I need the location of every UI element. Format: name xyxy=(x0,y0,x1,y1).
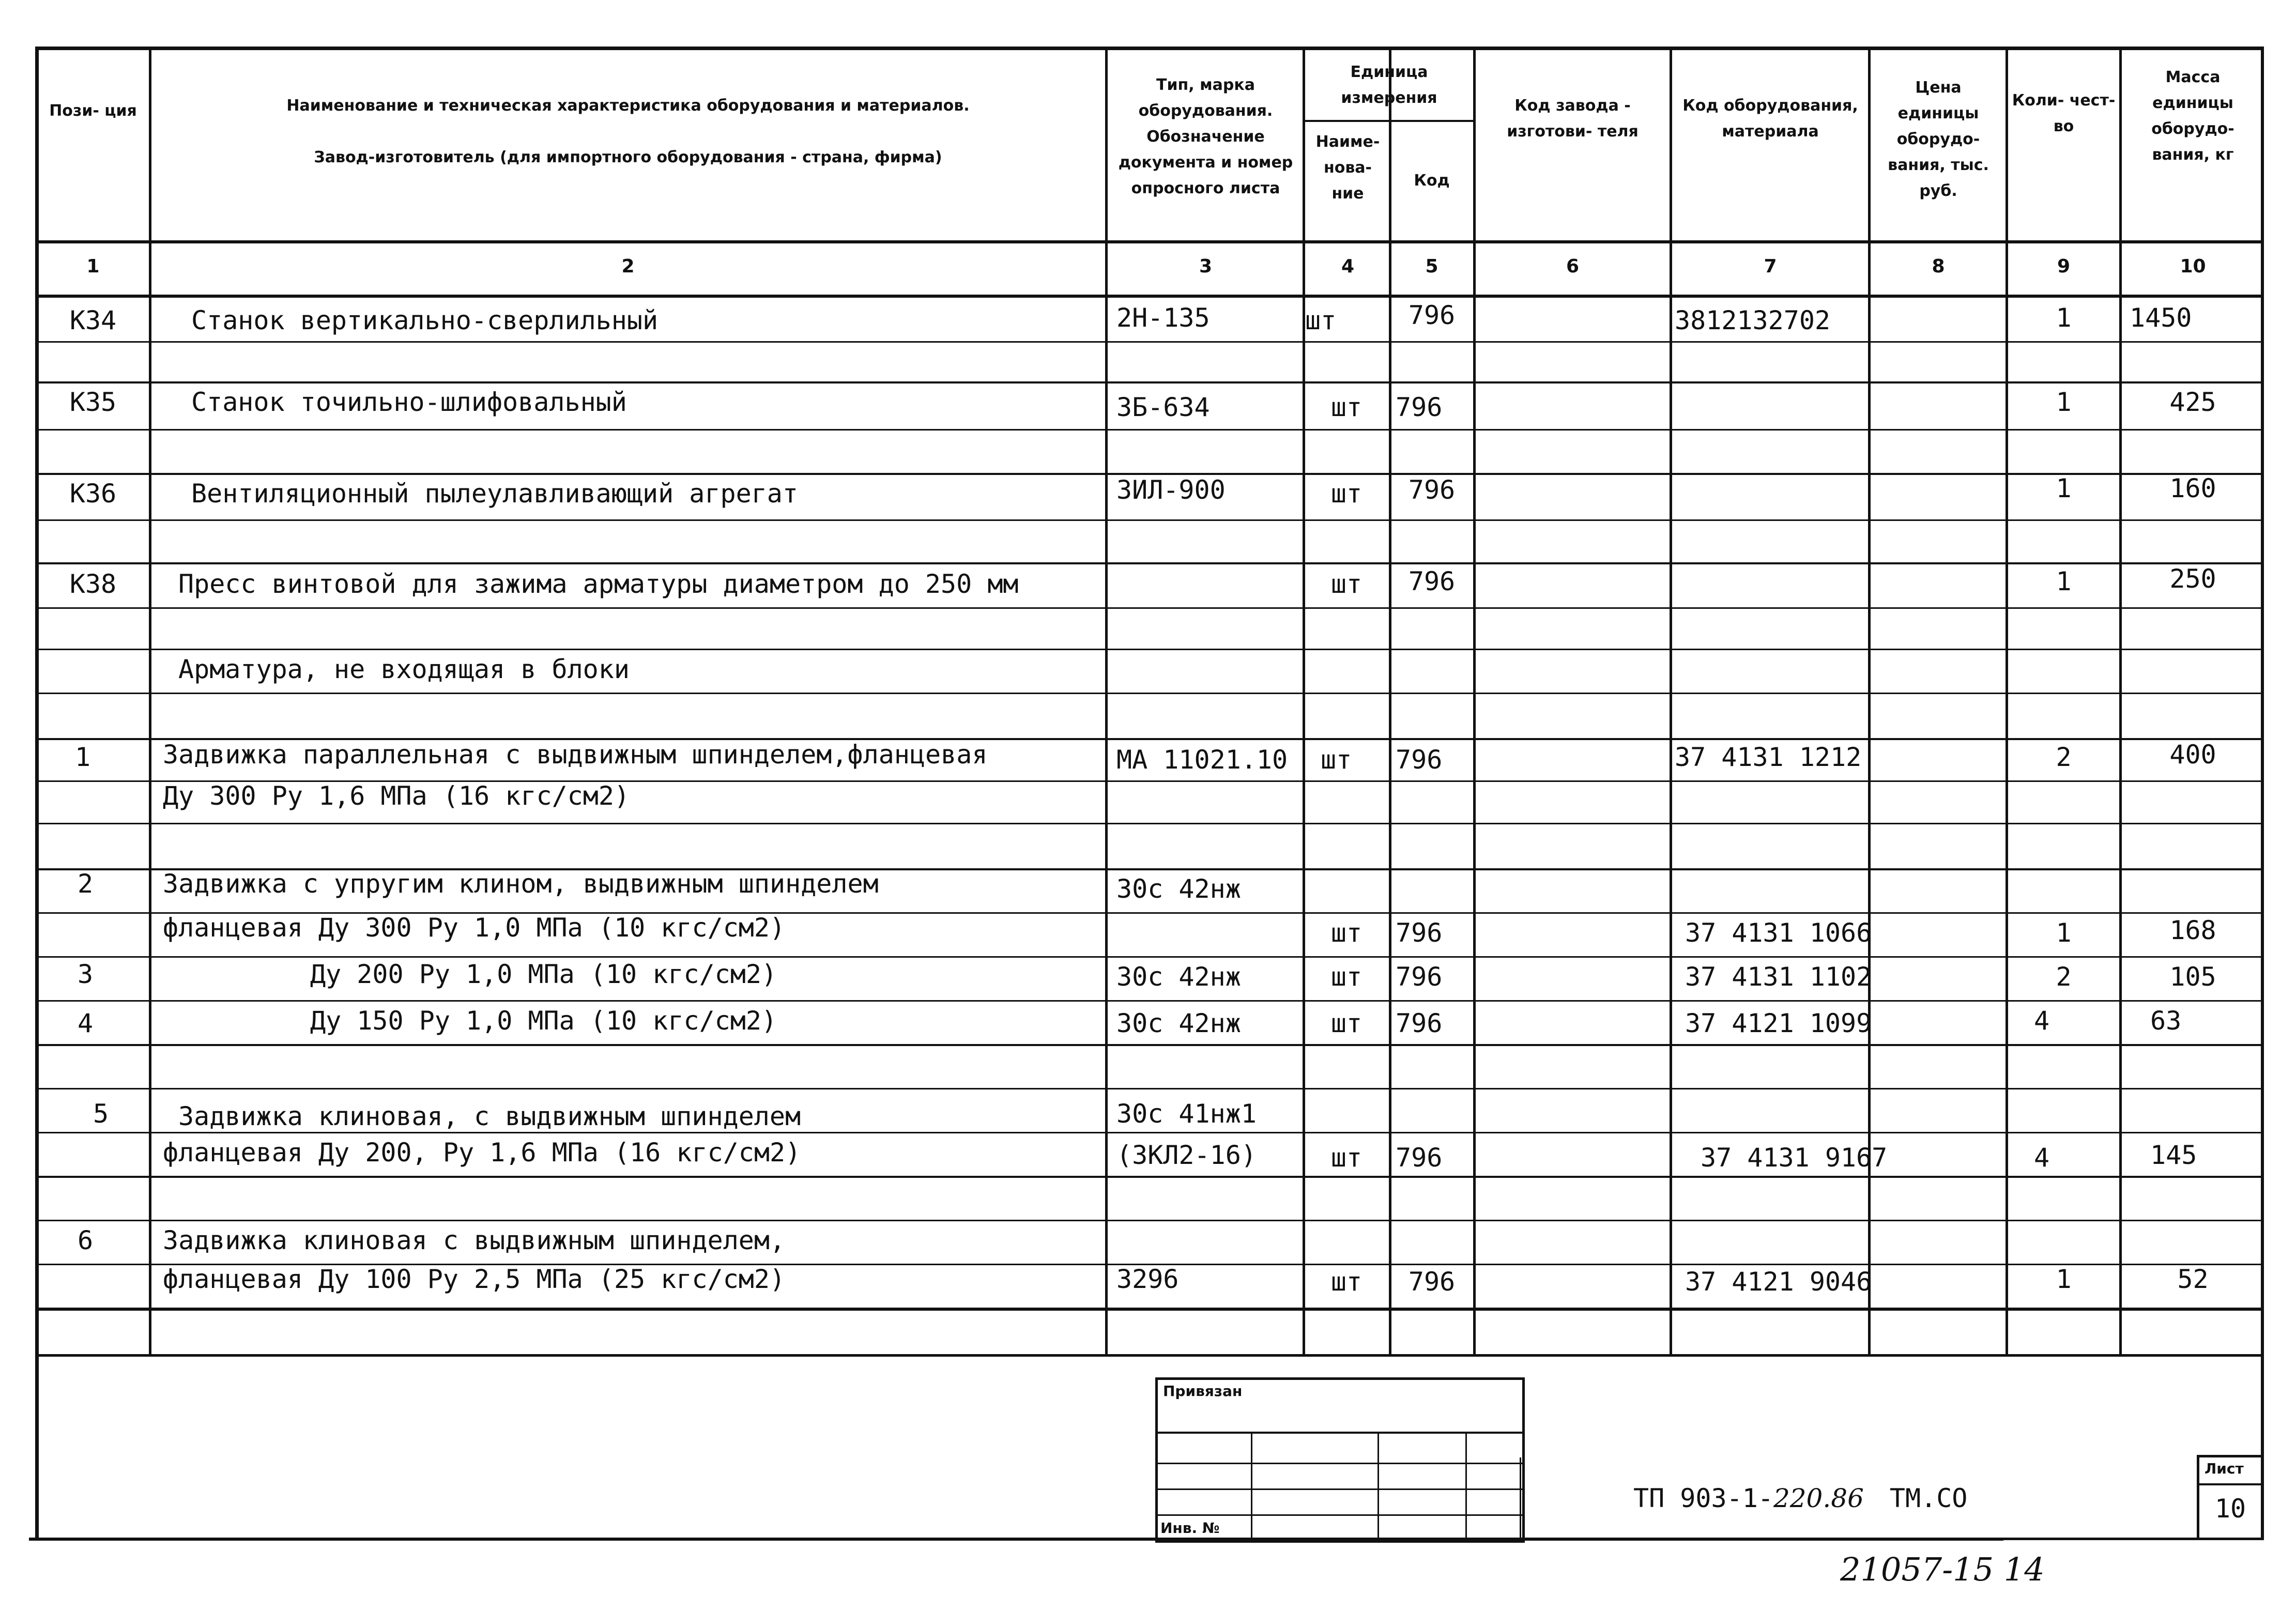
row-line xyxy=(35,341,2264,343)
row-position: 6 xyxy=(77,1225,94,1255)
row-name: Задвижка клиновая, с выдвижным шпинделем xyxy=(178,1101,801,1131)
title-vline xyxy=(1520,1457,1521,1540)
stamp-vline xyxy=(1377,1433,1379,1541)
row-position: 1 xyxy=(74,742,91,772)
colnum-4: 4 xyxy=(1341,256,1355,277)
row-unit-code: 796 xyxy=(1396,962,1443,992)
row-position: К38 xyxy=(69,569,117,599)
row-unit: шт xyxy=(1330,918,1363,948)
row-unit-code: 796 xyxy=(1396,1143,1443,1173)
row-mass: 52 xyxy=(2177,1264,2209,1294)
row-unit: шт xyxy=(1330,392,1363,422)
header-bottom-line xyxy=(35,240,2264,243)
header-position: Пози- ция xyxy=(49,102,137,120)
row-quantity: 2 xyxy=(2056,962,2072,992)
stamp-block xyxy=(1155,1377,1525,1543)
row-equipment-code: 37 4131 1066 xyxy=(1685,918,1872,948)
header-unit-name: Наиме- нова- ние xyxy=(1315,133,1380,203)
row-position: 4 xyxy=(77,1008,94,1038)
row-position: 5 xyxy=(93,1099,109,1129)
row-line xyxy=(35,429,2264,431)
row-equipment-code: 37 4121 9046 xyxy=(1685,1267,1872,1297)
row-name: Задвижка клиновая с выдвижным шпинделем, xyxy=(163,1225,786,1255)
stamp-attached-label: Привязан xyxy=(1163,1383,1243,1400)
row-equipment-code: 37 4131 9167 xyxy=(1701,1143,1888,1173)
header-mass: Масса единицы оборудо- вания, кг xyxy=(2151,68,2234,164)
row-unit-code: 796 xyxy=(1408,1267,1456,1297)
row-quantity: 1 xyxy=(2056,566,2072,596)
colnum-6: 6 xyxy=(1566,256,1580,277)
header-price: Цена единицы оборудо- вания, тыс. руб. xyxy=(1888,79,1989,200)
doc-number-handwritten: 220.86 xyxy=(1773,1483,1864,1513)
row-unit: шт xyxy=(1305,305,1337,335)
row-unit-code: 796 xyxy=(1408,475,1456,505)
row-line xyxy=(35,1000,2264,1002)
row-quantity: 1 xyxy=(2056,303,2072,333)
row-mass: 160 xyxy=(2169,473,2216,503)
row-line xyxy=(35,649,2264,650)
row-type: МА 11021.10 xyxy=(1116,745,1288,775)
row-type: ЗИЛ-900 xyxy=(1116,475,1226,505)
row-mass: 105 xyxy=(2169,962,2216,992)
row-name-cont: Ду 300 Ру 1,6 МПа (16 кгс/см2) xyxy=(163,781,630,811)
stamp-line xyxy=(1155,1514,1525,1516)
row-mass: 145 xyxy=(2150,1140,2197,1170)
sheet-label: Лист xyxy=(2205,1460,2244,1477)
stamp-inv-label: Инв. № xyxy=(1160,1519,1220,1537)
colnum-3: 3 xyxy=(1199,256,1213,277)
row-line xyxy=(35,956,2264,958)
archive-number: 21057-15 14 xyxy=(1840,1550,2045,1588)
row-quantity: 1 xyxy=(2056,473,2072,503)
row-line xyxy=(35,562,2264,564)
row-position: К34 xyxy=(69,305,117,335)
row-name: Пресс винтовой для зажима арматуры диаметром до 250 мм xyxy=(178,569,1019,599)
colnum-10: 10 xyxy=(2180,256,2206,277)
colnum-9: 9 xyxy=(2057,256,2071,277)
sheet-number: 10 xyxy=(2214,1494,2246,1524)
row-mass: 63 xyxy=(2150,1006,2182,1036)
stamp-vline xyxy=(1251,1433,1252,1541)
row-unit: шт xyxy=(1330,1008,1363,1038)
row-type: 30с 42нж xyxy=(1116,962,1241,992)
row-unit: шт xyxy=(1330,479,1363,509)
row-line xyxy=(35,823,2264,824)
sheet-divider xyxy=(2197,1483,2264,1485)
section-heading: Арматура, не входящая в блоки xyxy=(178,654,630,684)
stamp-line xyxy=(1155,1463,1525,1464)
row-name: Ду 150 Ру 1,0 МПа (10 кгс/см2) xyxy=(310,1006,777,1036)
row-quantity: 1 xyxy=(2056,1264,2072,1294)
colnum-7: 7 xyxy=(1764,256,1777,277)
row-unit-code: 796 xyxy=(1396,1008,1443,1038)
header-unit: Единица измерения xyxy=(1341,63,1437,107)
row-equipment-code: 37 4121 1099 xyxy=(1685,1008,1872,1038)
unit-header-divider xyxy=(1303,120,1476,122)
row-type: (ЗКЛ2-16) xyxy=(1116,1140,1257,1170)
row-name: Вентиляционный пылеулавливающий агрегат xyxy=(191,479,798,509)
document-number xyxy=(1633,1483,1967,1513)
row-mass: 400 xyxy=(2169,740,2216,770)
row-mass: 250 xyxy=(2169,564,2216,594)
row-type: 2Н-135 xyxy=(1116,303,1210,333)
row-unit: шт xyxy=(1321,745,1352,775)
row-unit-code: 796 xyxy=(1408,300,1456,330)
row-name-cont: фланцевая Ду 100 Ру 2,5 МПа (25 кгс/см2) xyxy=(163,1264,786,1294)
row-quantity: 1 xyxy=(2056,918,2072,948)
row-equipment-code: 37 4131 1212 xyxy=(1675,742,1862,772)
row-line xyxy=(35,607,2264,609)
row-unit-code: 796 xyxy=(1396,745,1443,775)
row-type: 30с 42нж xyxy=(1116,874,1241,904)
title-line xyxy=(1520,1538,2264,1540)
row-name: Задвижка параллельная с выдвижным шпинделем,фланцевая xyxy=(163,740,988,770)
header-name-line2: Завод-изготовитель (для импортного оборудования - страна, фирма) xyxy=(314,148,942,166)
row-quantity: 2 xyxy=(2056,742,2072,772)
doc-code: ТМ.СО xyxy=(1889,1483,1968,1513)
row-position: 2 xyxy=(77,869,94,899)
row-unit: шт xyxy=(1330,569,1363,599)
row-unit-code: 796 xyxy=(1396,918,1443,948)
row-position: К36 xyxy=(69,479,117,509)
row-name: Задвижка с упругим клином, выдвижным шпинделем xyxy=(163,869,879,899)
row-unit: шт xyxy=(1330,962,1363,992)
row-name: Станок точильно-шлифовальный xyxy=(191,387,627,417)
row-line xyxy=(35,1044,2264,1046)
stamp-line xyxy=(1155,1488,1525,1490)
row-name-cont: фланцевая Ду 200, Ру 1,6 МПа (16 кгс/см2) xyxy=(163,1138,801,1168)
row-name: Ду 200 Ру 1,0 МПа (10 кгс/см2) xyxy=(310,959,777,989)
row-name-cont: фланцевая Ду 300 Ру 1,0 МПа (10 кгс/см2) xyxy=(163,913,786,943)
header-equipment-code: Код оборудования, материала xyxy=(1682,97,1858,141)
table-bottom-line xyxy=(35,1354,2264,1357)
doc-number-prefix: ТП 903-1- xyxy=(1633,1483,1773,1513)
row-line xyxy=(35,1088,2264,1089)
row-mass: 168 xyxy=(2169,915,2216,945)
colnum-1: 1 xyxy=(86,256,100,277)
row-type: 3Б-634 xyxy=(1116,392,1210,422)
row-line xyxy=(35,693,2264,694)
row-position: К35 xyxy=(69,387,117,417)
stamp-line xyxy=(1155,1432,1525,1434)
row-line xyxy=(35,519,2264,521)
row-name: Станок вертикально-сверлильный xyxy=(191,305,659,335)
row-mass: 1450 xyxy=(2130,303,2192,333)
row-line xyxy=(35,1132,2264,1133)
row-line xyxy=(35,1220,2264,1221)
row-unit-code: 796 xyxy=(1396,392,1443,422)
header-unit-code: Код xyxy=(1414,172,1450,190)
colnum-2: 2 xyxy=(621,256,635,277)
row-mass: 425 xyxy=(2169,387,2216,417)
row-position: 3 xyxy=(77,959,94,989)
row-type: 3296 xyxy=(1116,1264,1179,1294)
row-line xyxy=(35,381,2264,383)
row-quantity: 1 xyxy=(2056,387,2072,417)
stamp-vline xyxy=(1465,1433,1467,1541)
row-unit: шт xyxy=(1330,1143,1363,1173)
header-type: Тип, марка оборудования. Обозначение документа и номер опросного листа xyxy=(1118,76,1293,197)
row-equipment-code: 37 4131 1102 xyxy=(1685,962,1872,992)
row-unit-code: 796 xyxy=(1408,566,1456,596)
row-line xyxy=(35,1308,2264,1311)
row-quantity: 4 xyxy=(2034,1143,2050,1173)
colnum-8: 8 xyxy=(1932,256,1945,277)
header-name-line1: Наименование и техническая характеристика оборудования и материалов. xyxy=(286,97,970,115)
row-type: 30с 42нж xyxy=(1116,1008,1241,1038)
colnum-5: 5 xyxy=(1425,256,1438,277)
header-quantity: Коли- чест- во xyxy=(2012,91,2116,135)
row-quantity: 4 xyxy=(2034,1006,2050,1036)
numbers-bottom-line xyxy=(35,295,2264,298)
row-equipment-code: 38121З2702 xyxy=(1675,305,1831,335)
header-factory-code: Код завода - изготови- теля xyxy=(1507,97,1639,141)
row-unit: шт xyxy=(1330,1267,1363,1297)
row-type: 30с 41нж1 xyxy=(1116,1099,1257,1129)
row-line xyxy=(35,1176,2264,1178)
